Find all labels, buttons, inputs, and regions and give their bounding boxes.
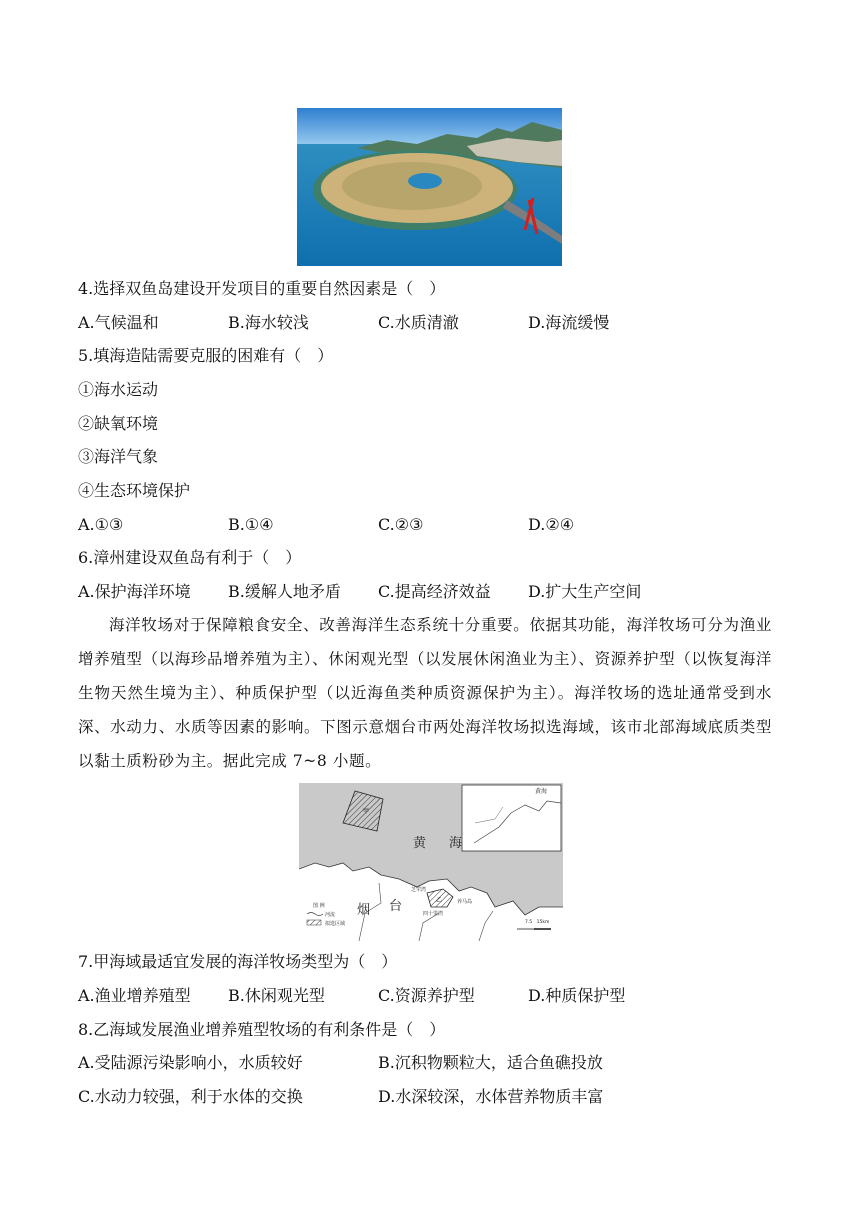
q8-option-c: C.水动力较强，利于水体的交换 bbox=[78, 1087, 303, 1106]
q7-option-b: B.休闲观光型 bbox=[228, 986, 325, 1005]
inset-label: 黄海 bbox=[535, 788, 548, 795]
q7-stem: 7.甲海域最适宜发展的海洋牧场类型为（ ） bbox=[78, 952, 398, 971]
sea-label-2: 海 bbox=[449, 836, 463, 851]
scale-text: 7.5 15km bbox=[525, 920, 550, 925]
q6-option-a: A.保护海洋环境 bbox=[78, 582, 191, 601]
q7-option-d: D.种质保护型 bbox=[528, 986, 626, 1005]
q6-option-d: D.扩大生产空间 bbox=[528, 582, 642, 601]
q6-option-b: B.缓解人地矛盾 bbox=[228, 582, 341, 601]
city-label-2: 台 bbox=[389, 899, 403, 914]
city-label-1: 烟 bbox=[357, 903, 371, 918]
island-photo bbox=[297, 108, 562, 266]
sea-label-1: 黄 bbox=[413, 836, 427, 851]
zhifu-label: 芝罘湾 bbox=[411, 887, 427, 893]
q4-option-a: A.气候温和 bbox=[78, 313, 159, 332]
yantai-map bbox=[299, 783, 563, 941]
legend-area: 拟选区域 bbox=[325, 921, 346, 927]
q4-option-b: B.海水较浅 bbox=[228, 313, 309, 332]
q5-option-c: C.②③ bbox=[378, 515, 424, 534]
area-jia-label: 甲 bbox=[363, 808, 370, 815]
q4-option-c: C.水质清澈 bbox=[378, 313, 459, 332]
sishili-label: 四十里湾 bbox=[423, 911, 444, 917]
passage-text: 海洋牧场对于保障粮食安全、改善海洋生态系统十分重要。依据其功能，海洋牧场可分为渔业增养殖型（以海珍品增养殖为主）、休闲观光型（以发展休闲渔业为主）、资源养护型（以恢复海洋生物天然生境为主）、种质保护型（以近海鱼类种质资源保护为主）。海洋牧场的选址通常受到水深、水动力、水质等因素的影响。下图示意烟台市两处海洋牧场拟选海域，该市北部海域底质类型以黏土质粉砂为主。据此完成 7~8 小题。 bbox=[78, 616, 772, 770]
yangma-label: 养马岛 bbox=[457, 899, 473, 905]
q5-stem: 5.填海造陆需要克服的困难有（ ） bbox=[78, 346, 334, 365]
q8-option-a: A.受陆源污染影响小，水质较好 bbox=[78, 1053, 303, 1072]
q8-option-d: D.水深较深，水体营养物质丰富 bbox=[378, 1087, 604, 1106]
q5-option-d: D.②④ bbox=[528, 515, 575, 534]
q8-stem: 8.乙海域发展渔业增养殖型牧场的有利条件是（ ） bbox=[78, 1020, 446, 1039]
legend-title: 图 例 bbox=[313, 903, 325, 909]
q4-stem: 4.选择双鱼岛建设开发项目的重要自然因素是（ ） bbox=[78, 279, 446, 298]
legend-river: 河流 bbox=[325, 912, 336, 918]
q6-option-c: C.提高经济效益 bbox=[378, 582, 491, 601]
area-yi-label: 乙 bbox=[436, 897, 443, 904]
q7-option-c: C.资源养护型 bbox=[378, 986, 475, 1005]
q5-item-3: ③海洋气象 bbox=[78, 447, 159, 466]
q5-item-1: ①海水运动 bbox=[78, 380, 159, 399]
q5-option-b: B.①④ bbox=[228, 515, 274, 534]
q7-option-a: A.渔业增养殖型 bbox=[78, 986, 191, 1005]
q5-item-2: ②缺氧环境 bbox=[78, 414, 159, 433]
q5-option-a: A.①③ bbox=[78, 515, 124, 534]
q5-item-4: ④生态环境保护 bbox=[78, 481, 191, 500]
q6-stem: 6.漳州建设双鱼岛有利于（ ） bbox=[78, 548, 302, 567]
q8-option-b: B.沉积物颗粒大，适合鱼礁投放 bbox=[378, 1053, 603, 1072]
q4-option-d: D.海流缓慢 bbox=[528, 313, 610, 332]
